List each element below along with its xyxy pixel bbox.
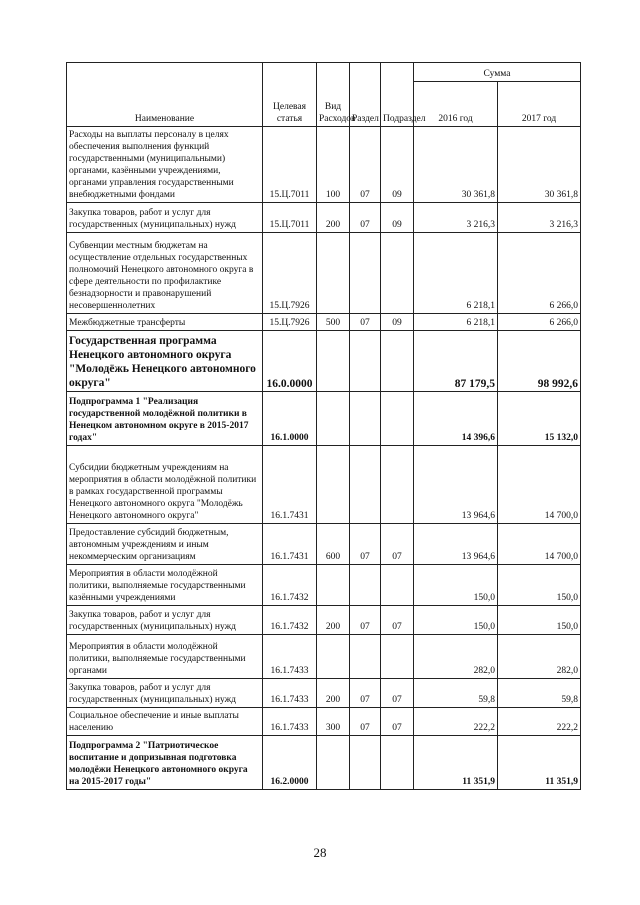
row-sum-2017: 150,0 <box>498 606 581 635</box>
row-sum-2017: 14 700,0 <box>498 524 581 565</box>
budget-table <box>66 62 581 790</box>
row-name: Субсидии бюджетным учреждениям на мероприятия в области молодёжной политики в рамках государственной программы Ненецкого автономного округа "Молодёжь Ненецкого автономного округа" <box>67 446 263 524</box>
row-sum-2017: 30 361,8 <box>498 127 581 203</box>
row-sum-2016: 13 964,6 <box>414 446 498 524</box>
row-section <box>350 331 381 392</box>
row-section <box>350 635 381 679</box>
row-name: Государственная программа Ненецкого автономного округа "Молодёжь Ненецкого автономного округа" <box>67 331 263 392</box>
row-section: 07 <box>350 314 381 331</box>
row-sum-2016: 14 396,6 <box>414 392 498 446</box>
table-row <box>67 233 581 314</box>
row-expense-type <box>317 331 350 392</box>
header-name: Наименование <box>67 63 263 127</box>
row-name: Подпрограмма 2 "Патриотическое воспитание и допризывная подготовка молодёжи Ненецкого автономного округа на 2015-2017 годы" <box>67 736 263 790</box>
row-target: 16.1.7431 <box>263 524 317 565</box>
table-row <box>67 565 581 606</box>
row-target: 16.1.7433 <box>263 679 317 708</box>
row-subsection: 07 <box>381 679 414 708</box>
row-subsection: 09 <box>381 203 414 233</box>
row-sum-2016: 6 218,1 <box>414 314 498 331</box>
row-sum-2016: 150,0 <box>414 565 498 606</box>
row-expense-type: 500 <box>317 314 350 331</box>
row-subsection: 07 <box>381 606 414 635</box>
row-target: 16.2.0000 <box>263 736 317 790</box>
header-section: Раздел <box>350 63 381 127</box>
row-sum-2017: 15 132,0 <box>498 392 581 446</box>
row-expense-type: 100 <box>317 127 350 203</box>
table-row <box>67 127 581 203</box>
table-row <box>67 736 581 790</box>
table-row <box>67 708 581 736</box>
table-row <box>67 392 581 446</box>
row-sum-2016: 59,8 <box>414 679 498 708</box>
row-target: 16.1.7433 <box>263 635 317 679</box>
row-target: 16.0.0000 <box>263 331 317 392</box>
row-sum-2017: 150,0 <box>498 565 581 606</box>
row-name: Субвенции местным бюджетам на осуществление отдельных государственных полномочий Ненецкого автономного округа в сфере деятельности по профилактике безнадзорности и правонарушений несовершеннолетних <box>67 233 263 314</box>
table-row <box>67 446 581 524</box>
table-row <box>67 314 581 331</box>
row-subsection <box>381 331 414 392</box>
row-sum-2016: 30 361,8 <box>414 127 498 203</box>
row-expense-type <box>317 565 350 606</box>
table-row <box>67 203 581 233</box>
row-expense-type <box>317 635 350 679</box>
header-target: Целевая статья <box>263 63 317 127</box>
row-sum-2016: 6 218,1 <box>414 233 498 314</box>
row-sum-2017: 6 266,0 <box>498 233 581 314</box>
row-sum-2017: 3 216,3 <box>498 203 581 233</box>
row-section <box>350 736 381 790</box>
row-subsection <box>381 392 414 446</box>
row-expense-type: 200 <box>317 679 350 708</box>
row-sum-2017: 11 351,9 <box>498 736 581 790</box>
row-name: Межбюджетные трансферты <box>67 314 263 331</box>
row-section: 07 <box>350 203 381 233</box>
row-expense-type <box>317 736 350 790</box>
row-sum-2017: 14 700,0 <box>498 446 581 524</box>
row-section <box>350 446 381 524</box>
row-name: Закупка товаров, работ и услуг для государственных (муниципальных) нужд <box>67 203 263 233</box>
row-subsection: 09 <box>381 127 414 203</box>
row-section <box>350 392 381 446</box>
row-name: Мероприятия в области молодёжной политики, выполняемые государственными органами <box>67 635 263 679</box>
row-sum-2017: 282,0 <box>498 635 581 679</box>
row-name: Предоставление субсидий бюджетным, автономным учреждениям и иным некоммерческим организациям <box>67 524 263 565</box>
row-section <box>350 565 381 606</box>
row-section: 07 <box>350 708 381 736</box>
table-row <box>67 679 581 708</box>
row-name: Закупка товаров, работ и услуг для государственных (муниципальных) нужд <box>67 606 263 635</box>
row-subsection <box>381 565 414 606</box>
table-row <box>67 606 581 635</box>
row-section: 07 <box>350 679 381 708</box>
row-sum-2016: 150,0 <box>414 606 498 635</box>
header-subsection: Подраздел <box>381 63 414 127</box>
row-subsection <box>381 446 414 524</box>
row-section: 07 <box>350 524 381 565</box>
row-target: 16.1.7432 <box>263 606 317 635</box>
row-subsection: 07 <box>381 708 414 736</box>
row-target: 16.1.7431 <box>263 446 317 524</box>
row-expense-type: 200 <box>317 203 350 233</box>
row-target: 16.1.7433 <box>263 708 317 736</box>
table-row <box>67 635 581 679</box>
row-sum-2017: 6 266,0 <box>498 314 581 331</box>
row-expense-type <box>317 392 350 446</box>
header-sum: Сумма <box>414 63 581 82</box>
row-name: Подпрограмма 1 "Реализация государственной молодёжной политики в Ненецком автономном округе в 2015-2017 годах" <box>67 392 263 446</box>
row-sum-2017: 59,8 <box>498 679 581 708</box>
row-target: 15.Ц.7011 <box>263 127 317 203</box>
row-sum-2016: 87 179,5 <box>414 331 498 392</box>
row-section: 07 <box>350 606 381 635</box>
row-sum-2016: 11 351,9 <box>414 736 498 790</box>
row-expense-type: 600 <box>317 524 350 565</box>
row-sum-2016: 282,0 <box>414 635 498 679</box>
row-expense-type: 200 <box>317 606 350 635</box>
row-target: 16.1.7432 <box>263 565 317 606</box>
header-expense-type: Вид Расходов <box>317 63 350 127</box>
header-year-2017: 2017 год <box>498 82 581 127</box>
row-target: 15.Ц.7926 <box>263 233 317 314</box>
row-name: Закупка товаров, работ и услуг для государственных (муниципальных) нужд <box>67 679 263 708</box>
row-expense-type: 300 <box>317 708 350 736</box>
row-name: Расходы на выплаты персоналу в целях обеспечения выполнения функций государственными (муниципальными) органами, казёнными учреждениями, органами управления государственными внебюджетными фондами <box>67 127 263 203</box>
row-subsection: 07 <box>381 524 414 565</box>
row-name: Социальное обеспечение и иные выплаты населению <box>67 708 263 736</box>
row-subsection: 09 <box>381 314 414 331</box>
row-name: Мероприятия в области молодёжной политики, выполняемые государственными казёнными учреждениями <box>67 565 263 606</box>
row-sum-2016: 3 216,3 <box>414 203 498 233</box>
row-sum-2017: 222,2 <box>498 708 581 736</box>
row-expense-type <box>317 233 350 314</box>
row-sum-2016: 13 964,6 <box>414 524 498 565</box>
table-row <box>67 331 581 392</box>
row-target: 16.1.0000 <box>263 392 317 446</box>
row-sum-2017: 98 992,6 <box>498 331 581 392</box>
row-subsection <box>381 736 414 790</box>
row-target: 15.Ц.7011 <box>263 203 317 233</box>
page-number: 28 <box>313 845 327 860</box>
row-target: 15.Ц.7926 <box>263 314 317 331</box>
row-subsection <box>381 233 414 314</box>
row-expense-type <box>317 446 350 524</box>
header-year-2016: 2016 год <box>414 82 498 127</box>
table-row <box>67 524 581 565</box>
row-subsection <box>381 635 414 679</box>
row-section: 07 <box>350 127 381 203</box>
row-sum-2016: 222,2 <box>414 708 498 736</box>
row-section <box>350 233 381 314</box>
